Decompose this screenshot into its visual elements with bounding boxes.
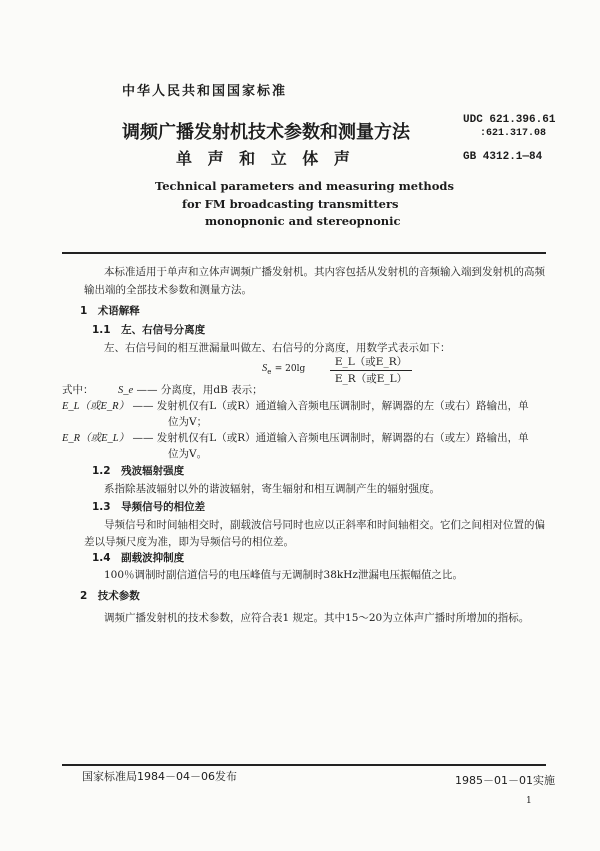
formula-lhs: S [262, 363, 268, 374]
desc: 分离度，用dB 表示； [160, 384, 263, 396]
gb-number: GB 4312.1—84 [463, 151, 543, 163]
desc: 发射机仅有L（或R）通道输入音频电压调制时，解调器的右（或左）路输出，单 [156, 432, 529, 444]
formula-denominator: E_R（或E_L） [334, 373, 408, 385]
section-1-4-heading: 1.4 副载波抑制度 [92, 552, 185, 564]
section-1-1-heading: 1.1 左、右信号分离度 [92, 324, 206, 336]
dash: —— [132, 432, 154, 444]
formula [262, 362, 305, 376]
dash: —— [132, 400, 154, 412]
intro-line-1: 本标准适用于单声和立体声调频广播发射机。其内容包括从发射机的音频输入端到发射机的高频 [104, 266, 545, 278]
def-term-se [118, 382, 263, 397]
section-1-3-text-2: 差以导频尺度为准，即为导频信号的相位差。 [84, 536, 294, 548]
formula-fraction [330, 354, 412, 386]
section-2-text: 调频广播发射机的技术参数，应符合表1 规定。其中15～20为立体声广播时所增加的指标。 [104, 612, 530, 624]
title-en-3: monopnonic and stereopnonic [205, 214, 401, 228]
formula-numerator: E_L（或E_R） [330, 354, 412, 371]
effective-date: 1985－01－01实施 [455, 774, 555, 787]
section-1-3-text-1: 导频信号和时间轴相交时，副载波信号同时也应以正斜率和时间轴相交。它们之间相对位置的偏 [104, 519, 545, 531]
term: E_R（或E_L） [62, 433, 130, 444]
footer-divider [62, 764, 546, 766]
def-el-cont: 位为V； [168, 416, 208, 428]
section-1-heading: 1 术语解释 [80, 305, 140, 317]
formula-mid: = 20lg [274, 364, 306, 374]
header-divider [62, 252, 546, 254]
term: E_L（或E_R） [62, 401, 130, 412]
section-1-3-heading: 1.3 导频信号的相位差 [92, 501, 206, 513]
subtitle-cn: 单 声 和 立 体 声 [176, 149, 350, 168]
title-en-2: for FM broadcasting transmitters [182, 197, 399, 211]
udc-code: UDC 621.396.61 [463, 114, 556, 126]
country-standard: 中华人民共和国国家标准 [122, 84, 288, 99]
formula-sub: e [267, 368, 272, 377]
udc-code-2: :621.317.08 [480, 128, 547, 139]
def-term-el [62, 398, 529, 413]
intro-line-2: 输出端的全部技术参数和测量方法。 [84, 284, 252, 296]
section-1-2-text: 系指除基波辐射以外的谐波辐射，寄生辐射和相互调制产生的辐射强度。 [104, 483, 440, 495]
title-en-1: Technical parameters and measuring methods [155, 179, 454, 193]
section-2-heading: 2 技术参数 [80, 590, 140, 602]
issued-date: 国家标准局1984－04－06发布 [82, 770, 237, 783]
section-1-2-heading: 1.2 残波辐射强度 [92, 465, 185, 477]
page-number: 1 [526, 796, 532, 806]
def-er-cont: 位为V。 [168, 448, 208, 460]
term: S_e [118, 385, 134, 396]
title-cn: 调频广播发射机技术参数和测量方法 [122, 122, 410, 143]
section-1-4-text: 100％调制时副信道信号的电压峰值与无调制时38kHz泄漏电压振幅值之比。 [104, 569, 463, 581]
desc: 发射机仅有L（或R）通道输入音频电压调制时，解调器的左（或右）路输出，单 [156, 400, 529, 412]
where-label: 式中： [62, 384, 94, 396]
section-1-1-text: 左、右信号间的相互泄漏量叫做左、右信号的分离度，用数学式表示如下： [104, 342, 451, 354]
def-term-er [62, 430, 529, 445]
dash: —— [136, 384, 158, 396]
